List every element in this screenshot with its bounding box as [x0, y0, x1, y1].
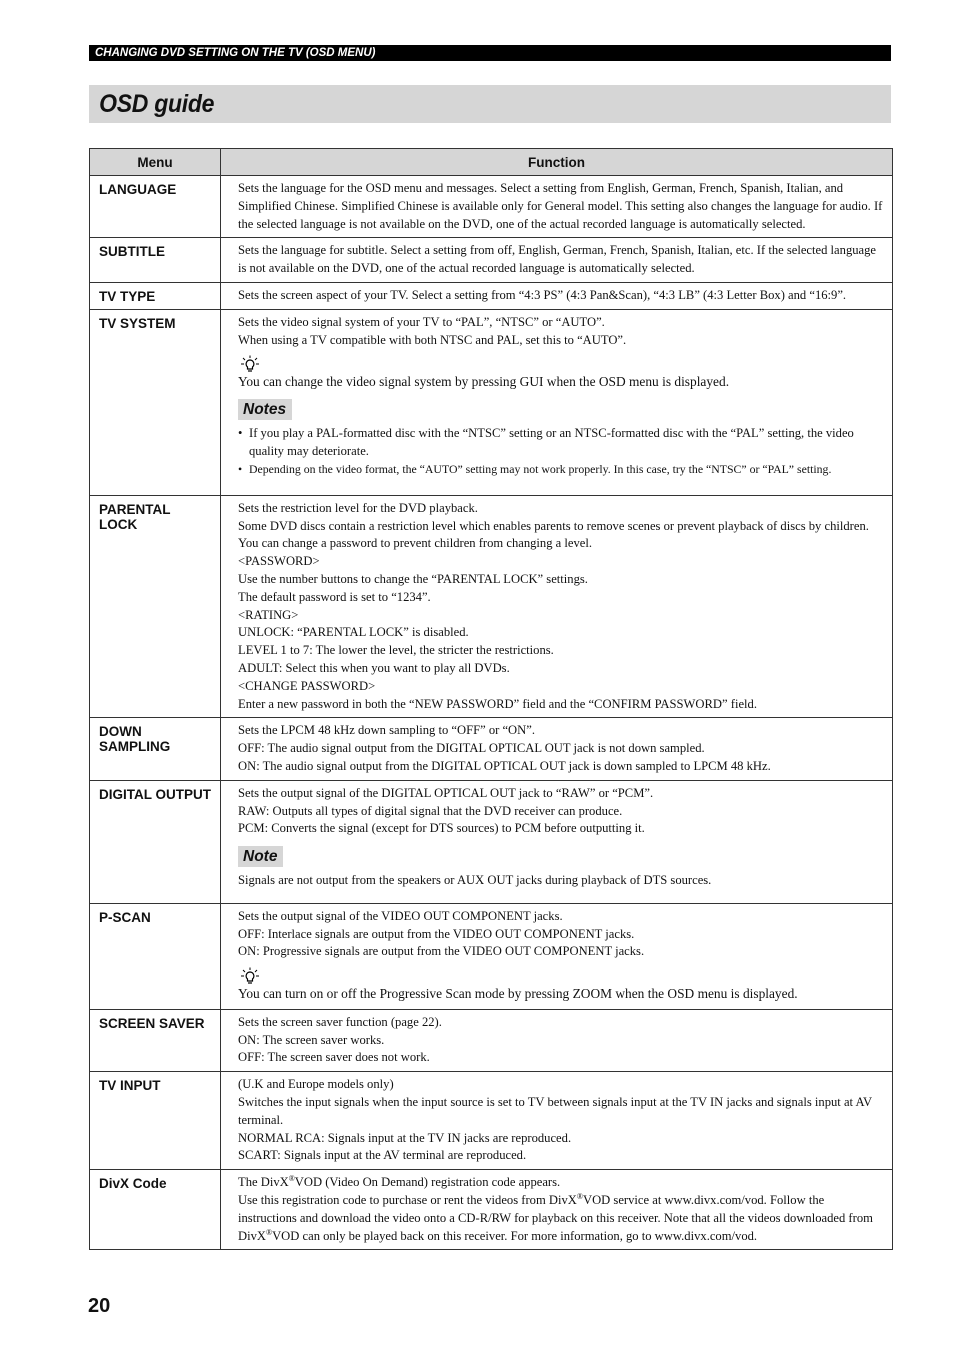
function-cell: [221, 1072, 893, 1170]
function-cell: [221, 718, 893, 780]
table-row: [90, 1009, 893, 1071]
function-text: <CHANGE PASSWORD>: [238, 678, 376, 693]
note-label: Note: [238, 846, 283, 867]
menu-cell: TV TYPE: [90, 282, 221, 309]
function-text: Sets the language for subtitle. Select a setting from off, English, German, French, Spanish, Italian, etc. If the selected language is not available on the DVD, one of the actual recorded language is automatically selected.: [238, 243, 877, 276]
function-text: Sets the output signal of the VIDEO OUT COMPONENT jacks.: [238, 908, 563, 923]
function-cell: [221, 309, 893, 495]
function-text: ON: The audio signal output from the DIGITAL OPTICAL OUT jack is down sampled to LPCM 48 kHz.: [238, 758, 771, 773]
function-text: Sets the screen aspect of your TV. Select a setting from “4:3 PS” (4:3 Pan&Scan), “4:3 LB” (4:3 Letter Box) and “16:9”.: [238, 287, 847, 302]
table-row: [90, 495, 893, 718]
function-text: UNLOCK: “PARENTAL LOCK” is disabled.: [238, 625, 469, 640]
menu-cell: TV INPUT: [90, 1072, 221, 1170]
function-text: (U.K and Europe models only): [238, 1077, 394, 1092]
function-text: The default password is set to “1234”.: [238, 589, 431, 604]
table-row: [90, 903, 893, 1009]
menu-cell: DIGITAL OUTPUT: [90, 780, 221, 903]
menu-cell: DivX Code: [90, 1170, 221, 1250]
function-cell: [221, 1009, 893, 1071]
function-cell: [221, 780, 893, 903]
function-text: Sets the restriction level for the DVD playback.: [238, 500, 478, 515]
menu-cell: TV SYSTEM: [90, 309, 221, 495]
function-text: <RATING>: [238, 607, 299, 622]
column-header-menu: Menu: [90, 149, 221, 176]
function-text: ON: Progressive signals are output from the VIDEO OUT COMPONENT jacks.: [238, 944, 645, 959]
function-text: Sets the screen saver function (page 22).: [238, 1014, 442, 1029]
function-text: SCART: Signals input at the AV terminal are reproduced.: [238, 1148, 527, 1163]
note-item: • Depending on the video format, the “AUTO” setting may not work properly. In this case, try the “NTSC” or “PAL” setting.: [238, 461, 832, 476]
hint-text: You can turn on or off the Progressive Scan mode by pressing ZOOM when the OSD menu is displayed.: [238, 986, 798, 1002]
function-cell: [221, 282, 893, 309]
table-header-row: [90, 149, 893, 176]
table-row: [90, 282, 893, 309]
notes-label: Notes: [238, 399, 292, 420]
function-text: OFF: The audio signal output from the DIGITAL OPTICAL OUT jack is not down sampled.: [238, 741, 705, 756]
function-text: Use the number buttons to change the “PARENTAL LOCK” settings.: [238, 571, 588, 586]
table-row: [90, 780, 893, 903]
table-row: [90, 309, 893, 495]
hint-text: You can change the video signal system by pressing GUI when the OSD menu is displayed.: [238, 374, 730, 390]
note-item: • If you play a PAL-formatted disc with the “NTSC” setting or an NTSC-formatted disc with the “PAL” setting, the video quality may deteriorate.: [238, 426, 854, 458]
function-text: OFF: The screen saver does not work.: [238, 1050, 430, 1065]
title-bar: [89, 85, 891, 123]
osd-table: [89, 148, 893, 1250]
table-row: [90, 1072, 893, 1170]
page-title: OSD guide: [99, 90, 215, 118]
hint-lightbulb-icon: [238, 967, 262, 985]
menu-cell: SCREEN SAVER: [90, 1009, 221, 1071]
menu-cell: SUBTITLE: [90, 238, 221, 283]
function-text: LEVEL 1 to 7: The lower the level, the stricter the restrictions.: [238, 643, 554, 658]
section-header: CHANGING DVD SETTING ON THE TV (OSD MENU): [89, 45, 891, 61]
table-row: [90, 238, 893, 283]
column-header-function: Function: [221, 149, 893, 176]
note-text: Signals are not output from the speakers or AUX OUT jacks during playback of DTS sources.: [238, 873, 712, 888]
function-text: ADULT: Select this when you want to play all DVDs.: [238, 660, 510, 675]
table-row: [90, 176, 893, 238]
function-text: Sets the video signal system of your TV to “PAL”, “NTSC” or “AUTO”.: [238, 314, 605, 329]
function-text: RAW: Outputs all types of digital signal that the DVD receiver can produce.: [238, 803, 623, 818]
function-text: OFF: Interlace signals are output from the VIDEO OUT COMPONENT jacks.: [238, 926, 635, 941]
menu-cell: PARENTAL LOCK: [90, 495, 221, 718]
function-text: Sets the language for the OSD menu and messages. Select a setting from English, German, French, Spanish, Italian, and Simplified Chinese. Simplified Chinese is available only for General model. This setting also changes the language for audio. If the selected language is not available on the DVD, one of the actual recorded language is automatically selected.: [238, 181, 883, 231]
function-cell: [221, 1170, 893, 1250]
table-row: [90, 1170, 893, 1250]
table-row: [90, 718, 893, 780]
function-text: Switches the input signals when the input source is set to TV between signals input at the TV IN jacks and signals input at AV terminal.: [238, 1094, 872, 1127]
menu-cell: P-SCAN: [90, 903, 221, 1009]
function-cell: [221, 176, 893, 238]
function-text: When using a TV compatible with both NTSC and PAL, set this to “AUTO”.: [238, 332, 627, 347]
function-text: ON: The screen saver works.: [238, 1032, 385, 1047]
function-cell: [221, 238, 893, 283]
function-cell: [221, 903, 893, 1009]
function-text: The DivX®VOD (Video On Demand) registration code appears.: [238, 1173, 561, 1190]
function-text: Use this registration code to purchase or rent the videos from DivX®VOD service at www.divx.com/vod. Follow the instructions and download the video onto a CD-R/RW for playback on this receiver. Note that all the videos downloaded from DivX®VOD can only be played back on this receiver. For more information, go to www.divx.com/vod.: [238, 1191, 873, 1243]
function-text: Enter a new password in both the “NEW PASSWORD” field and the “CONFIRM PASSWORD” field.: [238, 696, 757, 711]
menu-cell: LANGUAGE: [90, 176, 221, 238]
hint-lightbulb-icon: [238, 355, 262, 373]
function-text: Sets the output signal of the DIGITAL OPTICAL OUT jack to “RAW” or “PCM”.: [238, 785, 654, 800]
function-text: Some DVD discs contain a restriction level which enables parents to remove scenes or prevent playback of discs by children. You can change a password to prevent children from changing a level.: [238, 518, 869, 551]
function-text: PCM: Converts the signal (except for DTS sources) to PCM before outputting it.: [238, 821, 645, 836]
page-number: 20: [88, 1295, 111, 1317]
function-text: Sets the LPCM 48 kHz down sampling to “OFF” or “ON”.: [238, 723, 535, 738]
function-text: NORMAL RCA: Signals input at the TV IN jacks are reproduced.: [238, 1130, 572, 1145]
function-text: <PASSWORD>: [238, 554, 320, 569]
function-cell: [221, 495, 893, 718]
menu-cell: DOWN SAMPLING: [90, 718, 221, 780]
